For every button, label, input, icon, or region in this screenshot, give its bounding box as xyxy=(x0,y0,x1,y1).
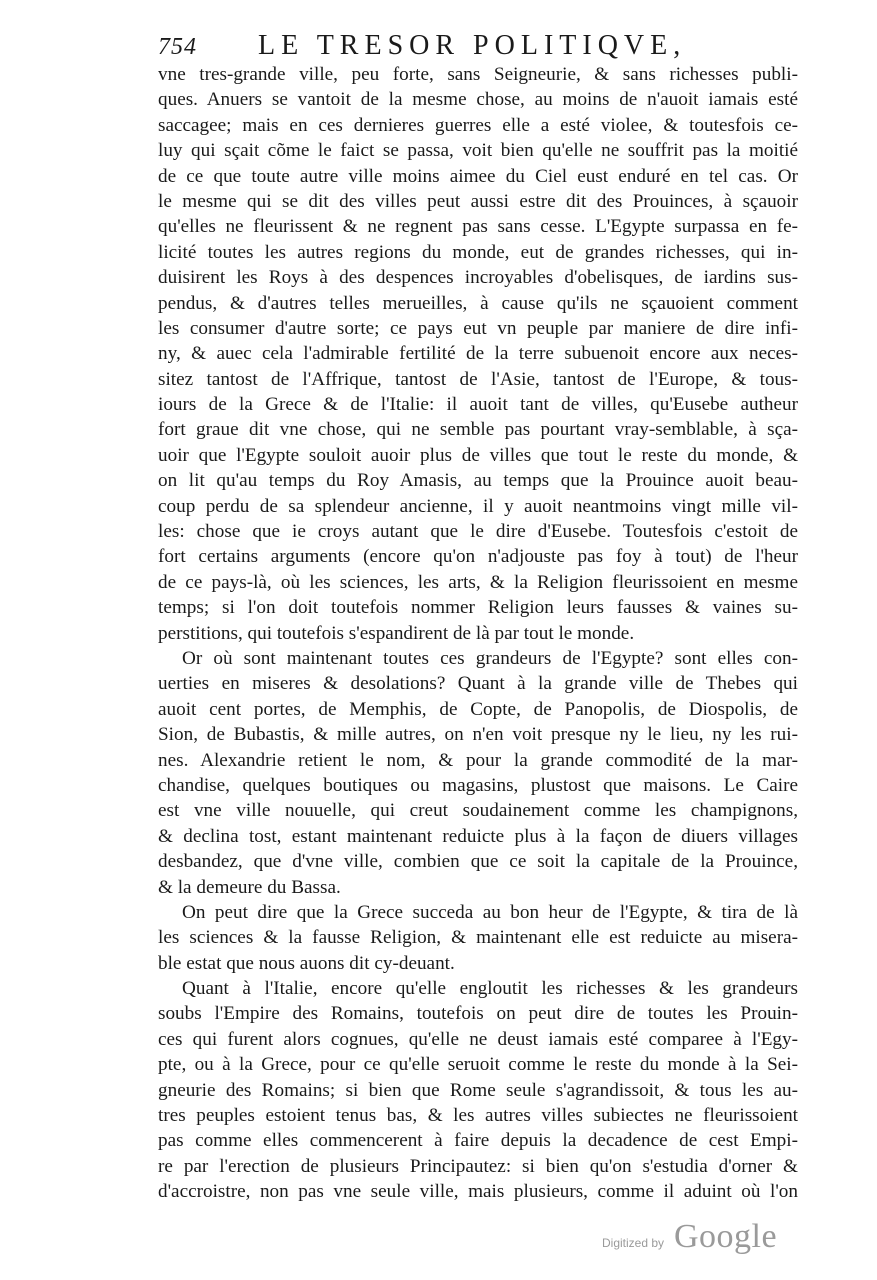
text-line: soubs l'Empire des Romains, toutefois on peut dire de toutes les Prouin- xyxy=(158,1003,798,1025)
text-line: les sciences & la fausse Religion, & maintenant elle est reduicte au misera- xyxy=(158,927,798,949)
text-line: fort certains arguments (encore qu'on n'adjouste pas foy à tout) de l'heur xyxy=(158,546,798,568)
digitization-watermark xyxy=(598,1218,798,1258)
text-line: tres peuples estoient tenus bas, & les autres villes subiectes ne fleurissoient xyxy=(158,1105,798,1127)
text-line: nes. Alexandrie retient le nom, & pour la grande commodité de la mar- xyxy=(158,749,798,771)
text-line: de ce que toute autre ville moins aimee du Ciel eust enduré en tel cas. Or xyxy=(158,165,798,187)
text-line: chandise, quelques boutiques ou magasins, plustost que maisons. Le Caire xyxy=(158,774,798,796)
text-line: les: chose que ie croys autant que le dire d'Eusebe. Toutesfois c'estoit de xyxy=(158,521,798,543)
text-line: licité toutes les autres regions du monde, eut de grandes richesses, qui in- xyxy=(158,241,798,263)
google-logo: Google xyxy=(674,1218,778,1255)
text-line: Quant à l'Italie, encore qu'elle engloutit les richesses & les grandeurs xyxy=(182,978,798,1000)
text-line: vne tres-grande ville, peu forte, sans Seigneurie, & sans richesses publi- xyxy=(158,64,798,85)
text-line: les consumer d'autre sorte; ce pays eut vn peuple par maniere de dire infi- xyxy=(158,317,798,339)
page-number: 754 xyxy=(158,34,197,60)
text-line: ny, & auec cela l'admirable fertilité de la terre subuenoit encore aux neces- xyxy=(158,343,798,365)
text-line: & la demeure du Bassa. xyxy=(158,876,341,898)
text-line: ble estat que nous auons dit cy-deuant. xyxy=(158,952,455,974)
text-line: pte, ou à la Grece, pour ce qu'elle seruoit comme le reste du monde à la Sei- xyxy=(158,1054,798,1076)
text-line: iours de la Grece & de l'Italie: il auoit tant de villes, qu'Eusebe autheur xyxy=(158,394,798,416)
text-line: fort graue dit vne chose, qui ne semble pas pourtant vray-semblable, à sça- xyxy=(158,419,798,441)
text-line: temps; si l'on doit toutefois nommer Religion leurs fausses & vaines su- xyxy=(158,597,798,619)
text-line: qu'elles ne fleurissent & ne regnent pas sans cesse. L'Egypte surpassa en fe- xyxy=(158,216,798,238)
text-line: ques. Anuers se vantoit de la mesme chose, au moins de n'auoit iamais esté xyxy=(158,89,798,111)
text-line: On peut dire que la Grece succeda au bon heur de l'Egypte, & tira de là xyxy=(182,901,798,923)
text-line: re par l'erection de plusieurs Principautez: si bien qu'on s'estudia d'orner & xyxy=(158,1155,798,1177)
running-title: LE TRESOR POLITIQVE, xyxy=(258,30,687,61)
text-line: desbandez, que d'vne ville, combien que ce soit la capitale de la Prouince, xyxy=(158,851,798,873)
text-line: saccagee; mais en ces dernieres guerres elle a esté violee, & toutesfois ce- xyxy=(158,114,798,136)
text-line: auoit cent portes, de Memphis, de Copte, de Panopolis, de Diospolis, de xyxy=(158,698,798,720)
text-line: Sion, de Bubastis, & mille autres, on n'en voit presque ny le lieu, ny les rui- xyxy=(158,724,798,746)
text-line: pendus, & d'autres telles merueilles, à cause qu'ils ne sçauoient comment xyxy=(158,292,798,314)
text-line: perstitions, qui toutefois s'espandirent de là par tout le monde. xyxy=(158,622,635,644)
text-line: gneurie des Romains; si bien que Rome seule s'agrandissoit, & tous les au- xyxy=(158,1079,798,1101)
text-line: coup perdu de sa splendeur ancienne, il y auoit neantmoins vingt mille vil- xyxy=(158,495,798,517)
text-line: ces qui furent alors cognues, qu'elle ne deust iamais esté comparee à l'Egy- xyxy=(158,1028,798,1050)
text-line: le mesme qui se dit des villes peut aussi estre dit des Prouinces, à sçauoir xyxy=(158,190,798,212)
text-line: est vne ville nouuelle, qui creut soudainement comme les champignons, xyxy=(158,800,798,822)
text-line: luy qui sçait cõme le faict se passa, voit bien qu'elle ne souffrit pas la moitié xyxy=(158,140,798,162)
text-line: uoir que l'Egypte souloit auoir plus de villes que tout le reste du monde, & xyxy=(158,444,798,466)
digitized-by-label: Digitized by xyxy=(602,1236,665,1250)
body-text xyxy=(158,62,798,1205)
text-line: pas comme elles commencerent à faire depuis la decadence de cest Empi- xyxy=(158,1130,798,1152)
text-line: de ce pays-là, où les sciences, les arts, & la Religion fleurissoient en mesme xyxy=(158,571,798,593)
text-line: sitez tantost de l'Affrique, tantost de l'Asie, tantost de l'Europe, & tous- xyxy=(158,368,798,390)
text-line: duisirent les Roys à des despences incroyables d'obelisques, de iardins sus- xyxy=(158,267,798,289)
text-line: on lit qu'au temps du Roy Amasis, au temps que la Prouince auoit beau- xyxy=(158,470,798,492)
text-line: uerties en miseres & desolations? Quant à la grande ville de Thebes qui xyxy=(158,673,798,695)
text-line: & declina tost, estant maintenant reduicte plus à la façon de diuers villages xyxy=(158,825,798,847)
text-line: d'accroistre, non pas vne seule ville, mais plusieurs, comme il aduint où l'on xyxy=(158,1181,798,1203)
text-line: Or où sont maintenant toutes ces grandeurs de l'Egypte? sont elles con- xyxy=(182,647,798,669)
